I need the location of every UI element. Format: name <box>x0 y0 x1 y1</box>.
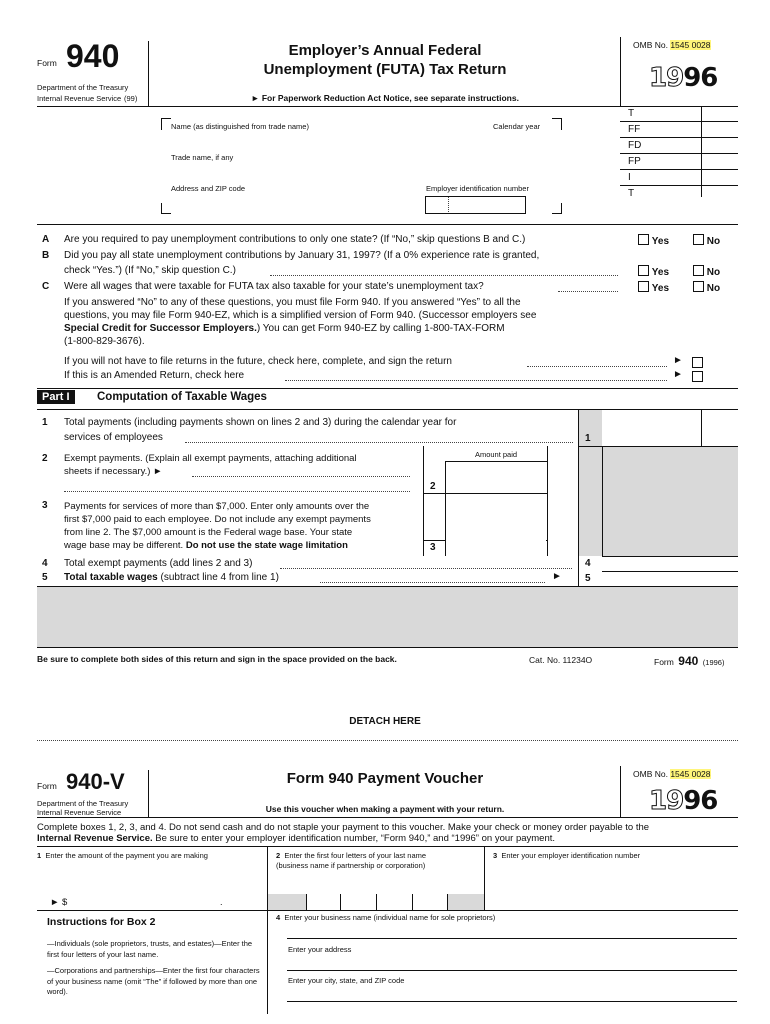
checkbox[interactable] <box>638 281 649 292</box>
irs-label: Internal Revenue Service <box>37 94 122 103</box>
line-2-text-2: sheets if necessary.) ► <box>64 466 163 477</box>
note-line-4: (1-800-829-3676). <box>64 336 145 347</box>
checkbox[interactable] <box>638 265 649 276</box>
voucher-year: 1996 <box>649 786 718 816</box>
arrow-icon: ► <box>673 369 683 380</box>
amended-return-checkbox[interactable] <box>692 371 703 382</box>
question-a-yes[interactable]: Yes <box>638 234 669 247</box>
line-5-box-label: 5 <box>585 573 591 584</box>
question-b-no[interactable]: No <box>693 265 720 278</box>
omb-number: OMB No. 1545 0028 <box>633 40 711 50</box>
line-3-amount[interactable] <box>446 494 546 555</box>
tax-year: 1996 <box>649 63 718 93</box>
form-word: Form <box>37 58 57 68</box>
address-input[interactable] <box>287 956 737 971</box>
checkbox[interactable] <box>638 234 649 245</box>
arrow-icon: ► <box>673 355 683 366</box>
title-line-1: Employer’s Annual Federal <box>288 42 482 59</box>
box-3-label: 3 Enter your employer identification number <box>493 851 641 860</box>
future-returns-label: If you will not have to file returns in the future, check here, complete, and sign the return <box>64 356 452 367</box>
code-ff: FF <box>620 122 738 138</box>
question-c-letter: C <box>42 281 50 292</box>
name-label: Name (as distinguished from trade name) <box>171 122 309 131</box>
detach-label: DETACH HERE <box>349 716 421 727</box>
line-2-box-label: 2 <box>430 481 436 492</box>
note-line-3: Special Credit for Successor Employers.) You can get Form 940-EZ by calling 1-800-TAX-FORM <box>64 323 505 334</box>
detach-line <box>37 740 738 741</box>
form-footer-id: Form 940 (1996) <box>654 654 725 668</box>
voucher-title: Form 940 Payment Voucher <box>286 770 484 787</box>
line-3-text: Payments for services of more than $7,000. Enter only amounts over the first $7,000 paid to each employee. Do not include any exempt payments from line 2. The $7,000 amount is the Federal wage base. Your state wage base may be different. Do not use the state wage limitation <box>64 501 371 551</box>
line-1-number: 1 <box>42 417 48 428</box>
checkbox[interactable] <box>693 234 704 245</box>
catalog-number: Cat. No. 11234O <box>529 655 593 665</box>
question-b-letter: B <box>42 250 50 261</box>
line-1-text-2: services of employees <box>64 432 163 443</box>
question-b-text: Did you pay all state unemployment contributions by January 31, 1997? (If a 0% experience rate is granted, <box>64 250 540 261</box>
voucher-instructions: Complete boxes 1, 2, 3, and 4. Do not send cash and do not staple your payment to this voucher. Make your check or money order payable to the Internal Revenue Service. Be sure to enter your employer identification number, “Form 940,” and “1996” on your payment. <box>37 822 650 844</box>
question-a-no[interactable]: No <box>693 234 720 247</box>
voucher-subtitle: Use this voucher when making a payment with your return. <box>265 804 505 814</box>
voucher-omb: OMB No. 1545 0028 <box>633 769 711 779</box>
line-2-amount[interactable] <box>446 462 546 492</box>
business-name-input[interactable] <box>287 924 737 939</box>
line-4-number: 4 <box>42 558 48 569</box>
question-a-text: Are you required to pay unemployment contributions to only one state? (If “No,” skip questions B and C.) <box>64 234 526 245</box>
question-a-letter: A <box>42 234 50 245</box>
line-3-box-label: 3 <box>430 542 436 553</box>
voucher-department: Department of the Treasury <box>37 799 129 808</box>
voucher-irs: Internal Revenue Service <box>37 808 122 817</box>
address-label: Enter your address <box>288 945 352 954</box>
irs-code: (99) <box>124 94 138 103</box>
trade-name-label: Trade name, if any <box>171 153 234 162</box>
checkbox[interactable] <box>693 281 704 292</box>
voucher-form-number: 940-V <box>66 769 125 794</box>
city-state-zip-input[interactable] <box>287 987 737 1002</box>
box-2-instructions-title: Instructions for Box 2 <box>47 916 156 928</box>
question-b-text-2: check “Yes.”) (If “No,” skip question C.) <box>64 265 236 276</box>
part-title: Computation of Taxable Wages <box>97 391 267 403</box>
page-title <box>150 41 620 79</box>
calendar-year-label: Calendar year <box>493 122 541 131</box>
future-returns-checkbox[interactable] <box>692 357 703 368</box>
line-4-text: Total exempt payments (add lines 2 and 3) <box>64 558 253 569</box>
line-3-number: 3 <box>42 500 48 511</box>
ein-field[interactable] <box>425 196 526 214</box>
question-c-no[interactable]: No <box>693 281 720 294</box>
paperwork-notice: ► For Paperwork Reduction Act Notice, see separate instructions. <box>251 93 519 103</box>
title-line-2: Unemployment (FUTA) Tax Return <box>263 61 507 78</box>
note-line-2: questions, you may file Form 940-EZ, which is a simplified version of Form 940. (Successor employers see <box>64 310 537 321</box>
amended-return-label: If this is an Amended Return, check here <box>64 370 245 381</box>
address-label: Address and ZIP code <box>171 184 246 193</box>
amount-paid-header: Amount paid <box>474 450 518 459</box>
question-c-yes[interactable]: Yes <box>638 281 669 294</box>
city-state-zip-label: Enter your city, state, and ZIP code <box>288 976 405 985</box>
line-1-amount[interactable] <box>602 410 701 446</box>
sign-reminder: Be sure to complete both sides of this return and sign in the space provided on the back. <box>37 654 397 664</box>
irs-use-grid <box>620 106 738 197</box>
question-c-text: Were all wages that were taxable for FUTA tax also taxable for your state’s unemployment tax? <box>64 281 484 292</box>
checkbox[interactable] <box>693 265 704 276</box>
voucher-form-word: Form <box>37 781 57 791</box>
line-1-text: Total payments (including payments shown on lines 2 and 3) during the calendar year for <box>64 417 457 428</box>
payment-amount-label: ► $ <box>50 897 68 908</box>
box-2-instruction-individuals: —Individuals (sole proprietors, trusts, and estates)—Enter the first four letters of your last name. <box>47 939 253 959</box>
box-2-instruction-corporations: —Corporations and partnerships—Enter the first four characters of your business name (omit “The” if followed by more than one word). <box>47 966 260 996</box>
line-4-box-label: 4 <box>585 558 591 569</box>
shaded-area <box>37 587 738 647</box>
box-1-label: 1 Enter the amount of the payment you are making <box>37 851 208 860</box>
line-1-box-label: 1 <box>585 433 591 444</box>
line-2-text: Exempt payments. (Explain all exempt payments, attaching additional <box>64 453 357 464</box>
part-tag: Part I <box>37 390 75 404</box>
department: Department of the Treasury <box>37 83 129 92</box>
box-4-label: 4 Enter your business name (individual name for sole proprietors) <box>276 913 496 922</box>
line-5-text: Total taxable wages (subtract line 4 from line 1) <box>64 572 279 583</box>
ein-label: Employer identification number <box>426 184 529 193</box>
code-fd: FD <box>620 138 738 154</box>
code-t: T <box>620 106 738 122</box>
form-number: 940 <box>66 38 120 74</box>
box-2-label: 2 Enter the first four letters of your last name (business name if partnership or corporation) <box>276 851 427 870</box>
payment-amount-input[interactable] <box>70 893 260 909</box>
question-b-yes[interactable]: Yes <box>638 265 669 278</box>
arrow-icon: ► <box>552 571 562 582</box>
code-i: I <box>620 170 738 186</box>
code-t2: T <box>628 188 635 199</box>
line-2-number: 2 <box>42 453 48 464</box>
code-fp: FP <box>620 154 738 170</box>
note-line-1: If you answered “No” to any of these questions, you must file Form 940. If you answered “Yes” to all the <box>64 297 521 308</box>
voucher-ein-input[interactable] <box>486 893 736 910</box>
line-5-number: 5 <box>42 572 48 583</box>
